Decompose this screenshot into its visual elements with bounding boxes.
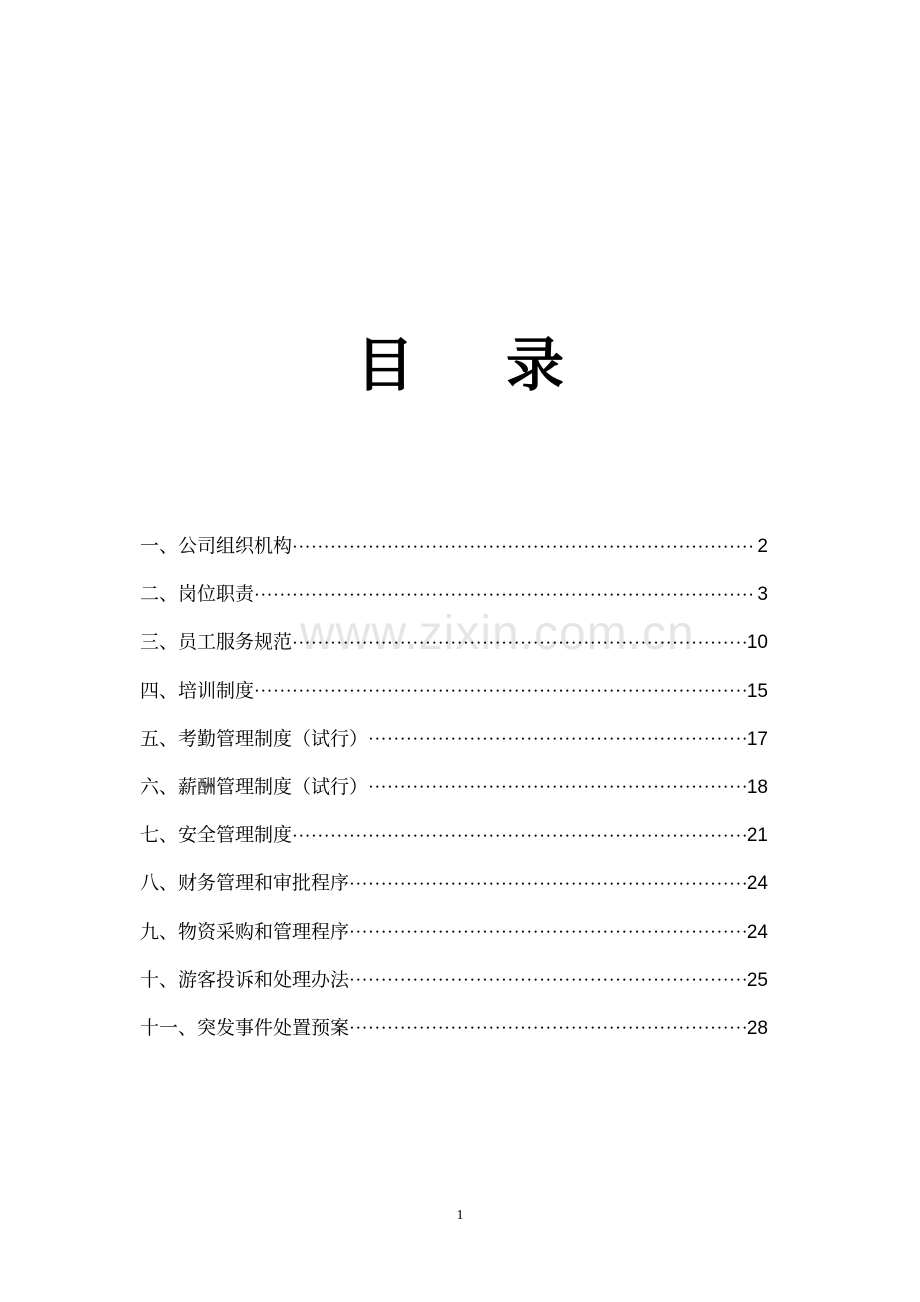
toc-leader-dots	[293, 623, 746, 664]
toc-entry-page: 3	[757, 584, 768, 606]
toc-entry-page: 21	[746, 825, 768, 847]
toc-entry-page: 10	[746, 632, 768, 654]
toc-entry[interactable]	[140, 815, 768, 863]
toc-entry-page: 24	[746, 921, 768, 943]
toc-entry-label: 九、物资采购和管理程序	[140, 920, 350, 943]
toc-leader-dots	[369, 720, 746, 761]
toc-entry[interactable]	[140, 1008, 768, 1056]
toc-entry[interactable]	[140, 671, 768, 719]
toc-entry-page: 18	[746, 776, 768, 798]
toc-entry-label: 七、安全管理制度	[140, 824, 293, 847]
toc-entry-label: 六、薪酬管理制度（试行）	[140, 775, 369, 798]
toc-entry-page: 24	[746, 873, 768, 895]
toc-entry-page: 2	[757, 536, 768, 557]
toc-entry-page: 28	[746, 1017, 768, 1039]
toc-leader-dots	[350, 864, 746, 905]
toc-leader-dots	[350, 1009, 746, 1050]
title-char-1: 目	[355, 331, 414, 399]
toc-leader-dots	[369, 768, 746, 809]
toc-entry-label: 十、游客投诉和处理办法	[140, 968, 350, 991]
toc-leader-dots	[255, 672, 746, 713]
toc-entry[interactable]	[140, 912, 768, 960]
toc-entry-page: 17	[746, 728, 768, 750]
toc-entry-label: 四、培训制度	[140, 679, 255, 702]
watermark: www.zixin.com.cn	[300, 607, 695, 660]
toc-entry[interactable]	[140, 526, 768, 574]
toc-entry[interactable]	[140, 574, 768, 622]
toc-leader-dots	[350, 961, 746, 1002]
toc-entry-label: 五、考勤管理制度（试行）	[140, 727, 369, 750]
toc-leader-dots	[350, 913, 746, 954]
toc-entry-label: 十一、突发事件处置预案	[140, 1016, 350, 1039]
toc-leader-dots	[293, 816, 746, 857]
page-number: 1	[456, 1208, 464, 1223]
table-of-contents	[140, 526, 768, 1056]
toc-leader-dots	[255, 575, 756, 616]
toc-entry-page: 25	[746, 969, 768, 991]
toc-entry-label: 二、岗位职责	[140, 583, 255, 606]
page-title	[0, 330, 920, 400]
toc-entry-label: 八、财务管理和审批程序	[140, 872, 350, 895]
toc-entry[interactable]	[140, 719, 768, 767]
toc-entry[interactable]	[140, 622, 768, 670]
toc-entry[interactable]	[140, 863, 768, 911]
toc-entry-page: 15	[746, 680, 768, 702]
toc-entry-label: 一、公司组织机构	[140, 535, 293, 557]
toc-entry[interactable]	[140, 960, 768, 1008]
title-char-2: 录	[506, 331, 565, 399]
toc-entry[interactable]	[140, 767, 768, 815]
toc-leader-dots	[293, 527, 756, 568]
toc-entry-label: 三、员工服务规范	[140, 631, 293, 654]
